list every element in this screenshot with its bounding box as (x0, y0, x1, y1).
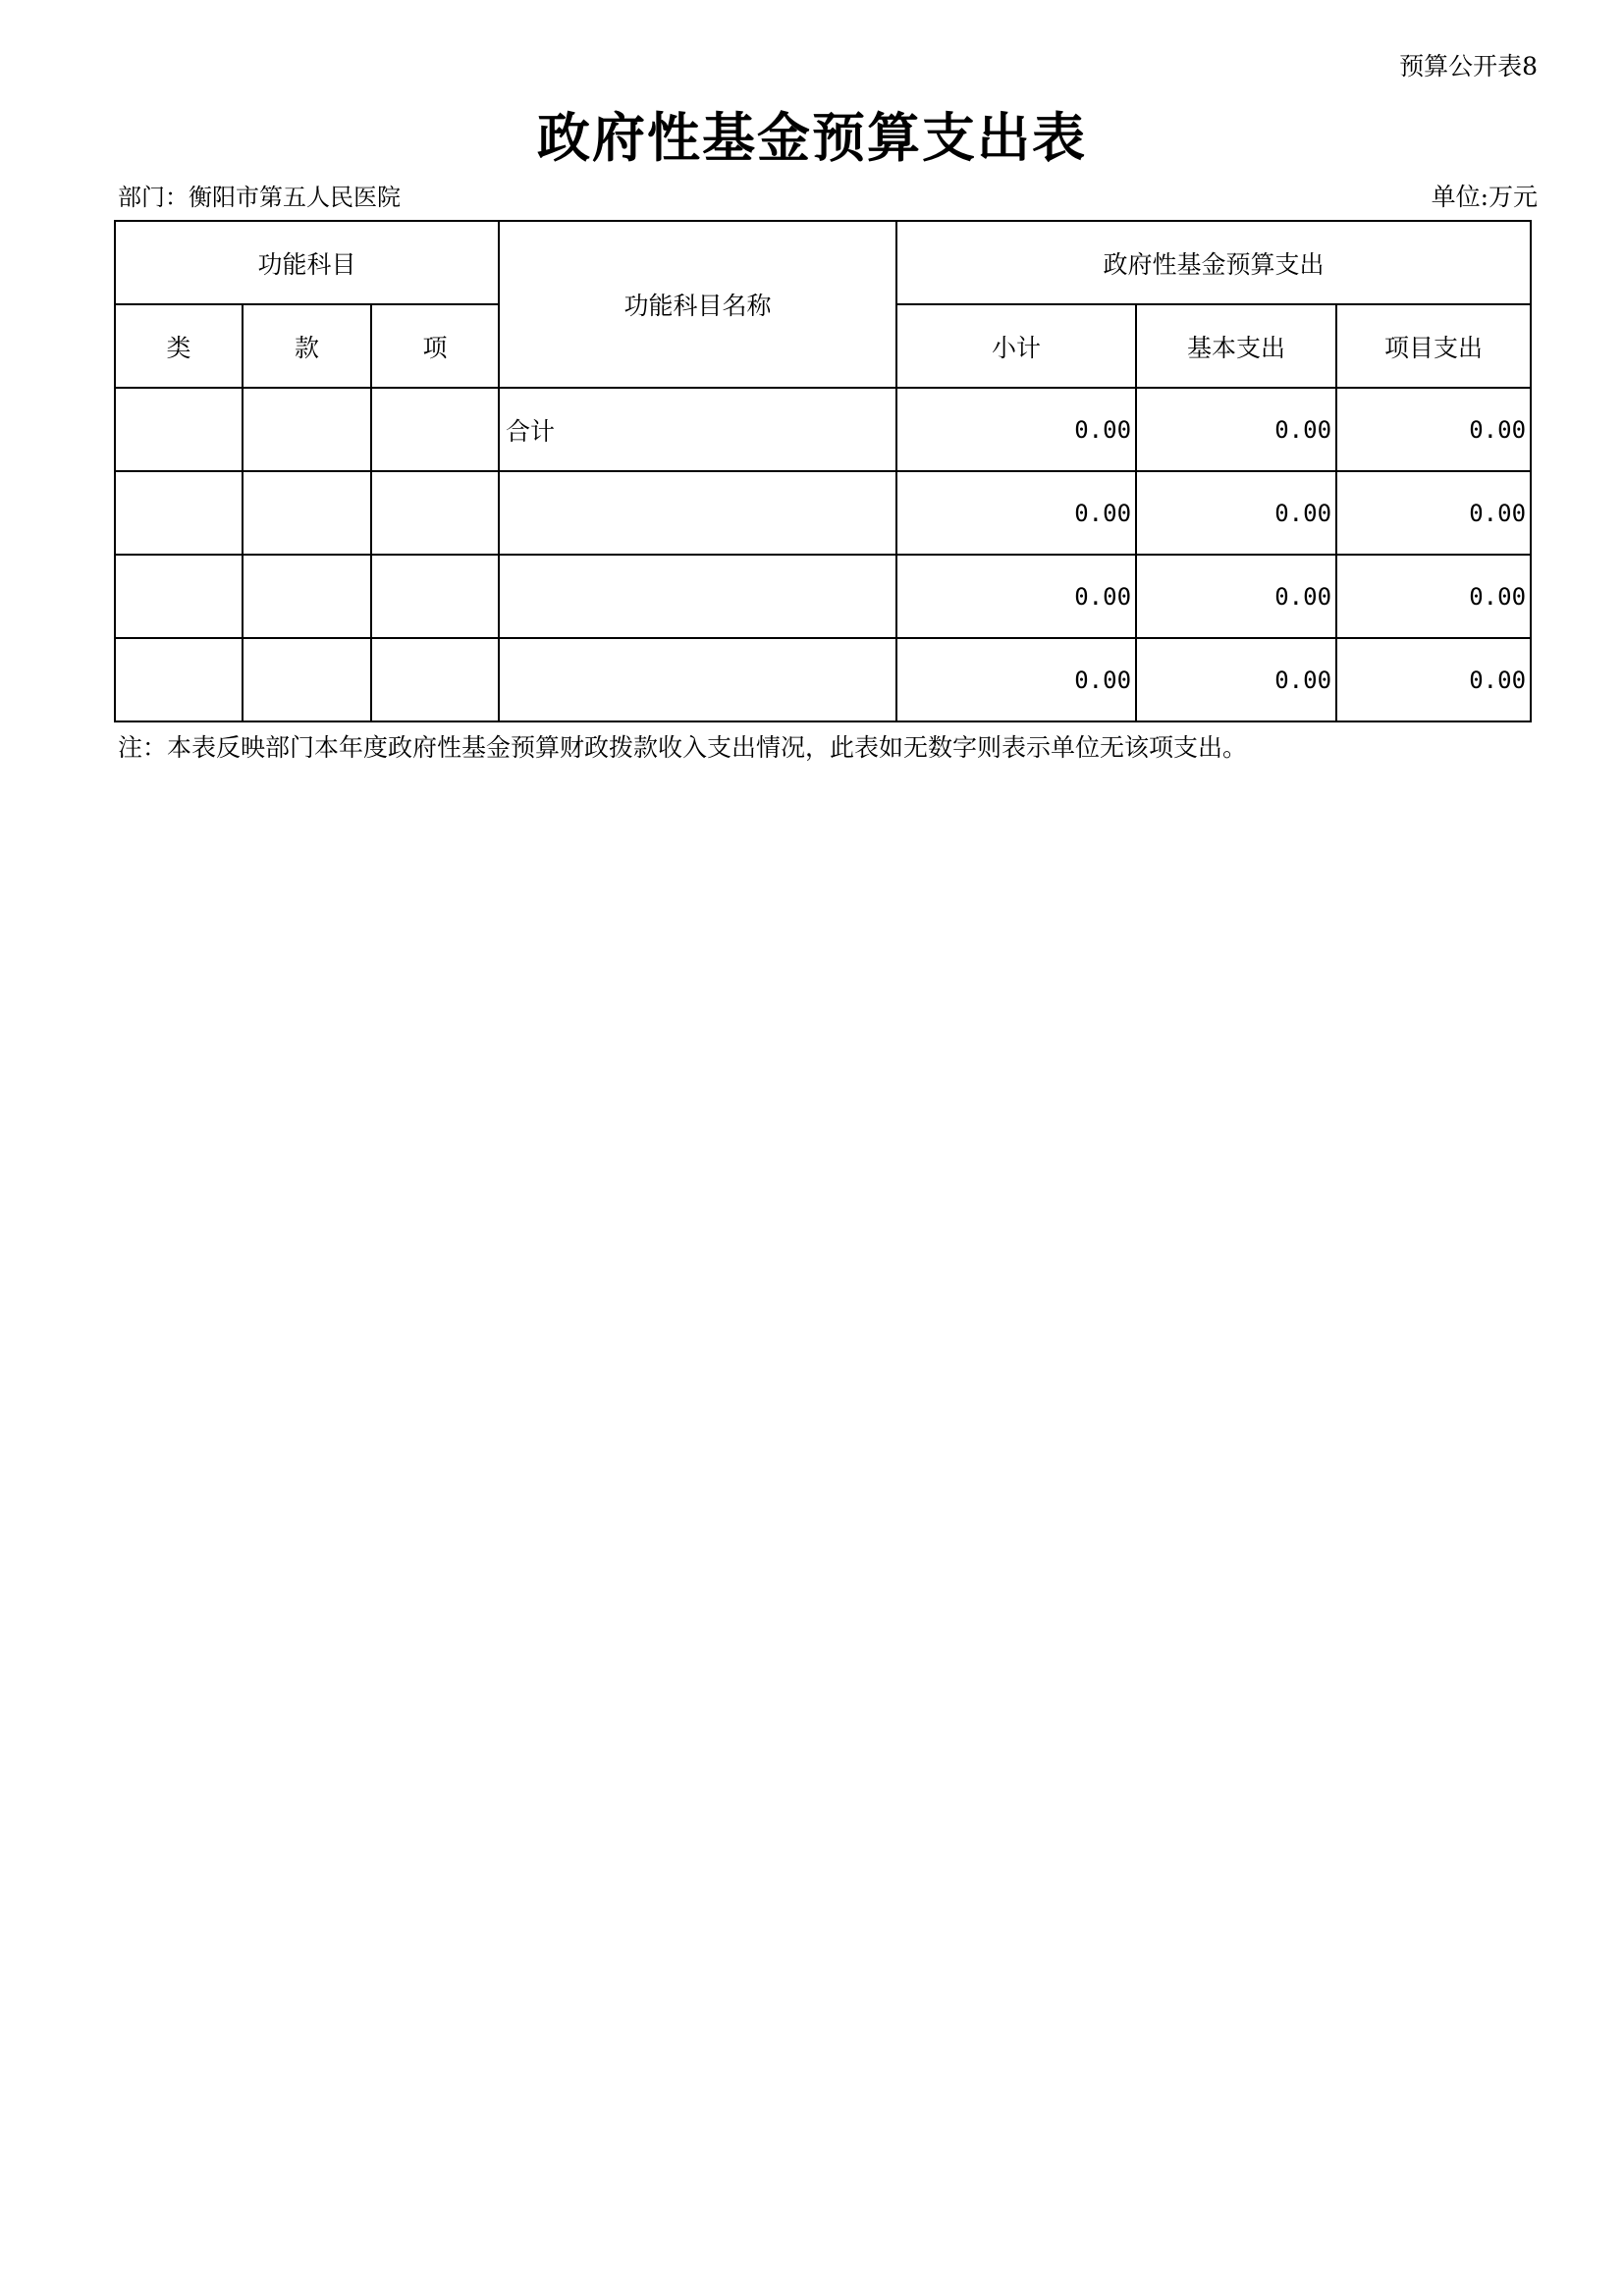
cell-category (115, 555, 243, 638)
table-number: 预算公开表8 (1399, 52, 1538, 80)
header-function-name: 功能科目名称 (499, 221, 896, 388)
cell-subtotal: 0.00 (896, 555, 1136, 638)
table-row (115, 638, 1531, 721)
cell-project: 0.00 (1336, 388, 1531, 471)
cell-section (243, 471, 371, 555)
cell-basic: 0.00 (1136, 471, 1336, 555)
header-category: 类 (115, 304, 243, 388)
cell-section (243, 555, 371, 638)
cell-basic: 0.00 (1136, 555, 1336, 638)
cell-item (371, 555, 499, 638)
footnote: 注：本表反映部门本年度政府性基金预算财政拨款收入支出情况，此表如无数字则表示单位无该项支出。 (118, 733, 1248, 762)
table-row (115, 555, 1531, 638)
header-expense-group: 政府性基金预算支出 (896, 221, 1531, 304)
cell-name (499, 555, 896, 638)
table-row (115, 471, 1531, 555)
cell-section (243, 638, 371, 721)
cell-item (371, 388, 499, 471)
page-title: 政府性基金预算支出表 (537, 107, 1087, 169)
table-row-total (115, 388, 1531, 471)
header-function-group: 功能科目 (115, 221, 499, 304)
budget-table (114, 220, 1532, 722)
header-section: 款 (243, 304, 371, 388)
cell-project: 0.00 (1336, 555, 1531, 638)
header-item: 项 (371, 304, 499, 388)
cell-category (115, 388, 243, 471)
header-basic-expense: 基本支出 (1136, 304, 1336, 388)
cell-project: 0.00 (1336, 471, 1531, 555)
cell-name (499, 471, 896, 555)
cell-category (115, 471, 243, 555)
cell-category (115, 638, 243, 721)
cell-name: 合计 (499, 388, 896, 471)
cell-project: 0.00 (1336, 638, 1531, 721)
unit-label: 单位:万元 (1431, 183, 1538, 211)
cell-name (499, 638, 896, 721)
cell-basic: 0.00 (1136, 388, 1336, 471)
cell-subtotal: 0.00 (896, 638, 1136, 721)
cell-subtotal: 0.00 (896, 471, 1136, 555)
cell-subtotal: 0.00 (896, 388, 1136, 471)
cell-item (371, 471, 499, 555)
header-project-expense: 项目支出 (1336, 304, 1531, 388)
department-label: 部门：衡阳市第五人民医院 (118, 184, 401, 211)
cell-basic: 0.00 (1136, 638, 1336, 721)
cell-section (243, 388, 371, 471)
header-subtotal: 小计 (896, 304, 1136, 388)
cell-item (371, 638, 499, 721)
